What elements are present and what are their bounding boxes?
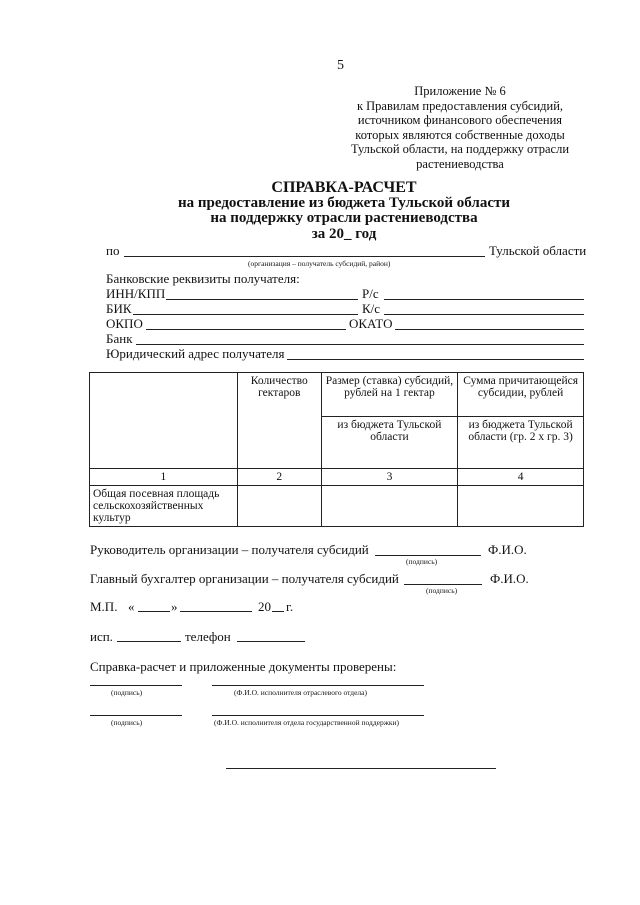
header-sum: Сумма причитающейся субсидии, рублей bbox=[458, 373, 584, 417]
checked-statement: Справка-расчет и приложенные документы проверены: bbox=[90, 659, 397, 674]
phone-field[interactable] bbox=[237, 641, 305, 642]
appendix-line: которых являются собственные доходы bbox=[355, 127, 565, 142]
title-line: СПРАВКА-РАСЧЕТ bbox=[271, 179, 417, 196]
sig2-field[interactable] bbox=[90, 715, 182, 716]
bank-field[interactable] bbox=[136, 344, 584, 345]
appendix-line: к Правилам предоставления субсидий, bbox=[356, 98, 564, 113]
sig2-caption: (подпись) bbox=[111, 718, 143, 727]
recipient-caption: (организация – получатель субсидий, район) bbox=[248, 259, 391, 268]
bottom-separator bbox=[226, 768, 496, 769]
okato-label: ОКАТО bbox=[349, 316, 393, 331]
cell-sum[interactable] bbox=[458, 486, 584, 527]
sig1-field[interactable] bbox=[90, 685, 182, 686]
subheader-sum: из бюджета Тульской области (гр. 2 х гр. 3) bbox=[458, 417, 584, 469]
date-month-field[interactable] bbox=[180, 611, 252, 612]
fio2-caption: (Ф.И.О. исполнителя отдела государственной поддержки) bbox=[214, 718, 400, 727]
date-year-field[interactable] bbox=[272, 611, 284, 612]
recipient-prefix: по bbox=[106, 243, 120, 258]
executor-field[interactable] bbox=[117, 641, 181, 642]
ks-label: К/с bbox=[362, 301, 381, 316]
appendix-line: Приложение № 6 bbox=[414, 84, 506, 98]
recipient-suffix: Тульской области bbox=[489, 243, 587, 258]
bik-field[interactable] bbox=[133, 314, 358, 315]
rs-label: Р/с bbox=[362, 286, 379, 301]
subsidy-table bbox=[89, 372, 584, 527]
column-number: 4 bbox=[458, 469, 584, 486]
appendix-block bbox=[340, 84, 580, 171]
appendix-line: источником финансового обеспечения bbox=[357, 113, 563, 127]
header-rate: Размер (ставка) субсидий, рублей на 1 гектар bbox=[321, 373, 458, 417]
head-label: Руководитель организации – получателя субсидий bbox=[90, 542, 369, 557]
fio1-caption: (Ф.И.О. исполнителя отраслевого отдела) bbox=[234, 688, 368, 697]
subheader-rate: из бюджета Тульской области bbox=[321, 417, 458, 469]
okato-field[interactable] bbox=[395, 329, 584, 330]
bik-label: БИК bbox=[106, 301, 132, 316]
cell-rate[interactable] bbox=[321, 486, 458, 527]
title-line: за 20_ год bbox=[311, 225, 377, 242]
fio2-field[interactable] bbox=[212, 715, 424, 716]
okpo-field[interactable] bbox=[146, 329, 346, 330]
date-open-quote: « bbox=[128, 599, 135, 614]
bank-label: Банк bbox=[106, 331, 133, 346]
appendix-line: Тульской области, на поддержку отрасли bbox=[350, 142, 570, 156]
head-signature-caption: (подпись) bbox=[406, 557, 438, 566]
ks-field[interactable] bbox=[384, 314, 584, 315]
column-number: 1 bbox=[90, 469, 238, 486]
recipient-field[interactable] bbox=[124, 256, 485, 257]
phone-label: телефон bbox=[185, 629, 231, 644]
head-fio: Ф.И.О. bbox=[488, 542, 527, 557]
row-label: Общая посевная площадь сельскохозяйственных культур bbox=[90, 486, 238, 527]
okpo-label: ОКПО bbox=[106, 316, 143, 331]
accountant-label: Главный бухгалтер организации – получателя субсидий bbox=[90, 571, 399, 586]
column-number: 3 bbox=[321, 469, 458, 486]
appendix-line: растениеводства bbox=[416, 156, 504, 171]
column-number: 2 bbox=[237, 469, 321, 486]
date-year-suffix: г. bbox=[286, 599, 294, 614]
date-year-prefix: 20 bbox=[258, 599, 271, 614]
cell-quantity[interactable] bbox=[237, 486, 321, 527]
page-number: 5 bbox=[337, 58, 344, 73]
address-label: Юридический адрес получателя bbox=[106, 346, 285, 361]
head-signature-field[interactable] bbox=[375, 555, 481, 556]
header-quantity: Количество гектаров bbox=[237, 373, 321, 469]
executor-label: исп. bbox=[90, 629, 113, 644]
document-title bbox=[0, 180, 640, 242]
accountant-fio: Ф.И.О. bbox=[490, 571, 529, 586]
sig1-caption: (подпись) bbox=[111, 688, 143, 697]
bank-heading: Банковские реквизиты получателя: bbox=[106, 271, 300, 286]
title-line: на предоставление из бюджета Тульской области bbox=[178, 194, 510, 211]
rs-field[interactable] bbox=[384, 299, 584, 300]
address-field[interactable] bbox=[287, 359, 584, 360]
inn-kpp-label: ИНН/КПП bbox=[106, 286, 166, 301]
stamp-label: М.П. bbox=[90, 599, 118, 614]
title-line: на поддержку отрасли растениеводства bbox=[210, 210, 478, 226]
table-corner-cell bbox=[90, 373, 238, 469]
accountant-signature-caption: (подпись) bbox=[426, 586, 458, 595]
inn-kpp-field[interactable] bbox=[166, 299, 358, 300]
fio1-field[interactable] bbox=[212, 685, 424, 686]
date-day-field[interactable] bbox=[138, 611, 170, 612]
accountant-signature-field[interactable] bbox=[404, 584, 482, 585]
date-close-quote: » bbox=[171, 599, 178, 614]
